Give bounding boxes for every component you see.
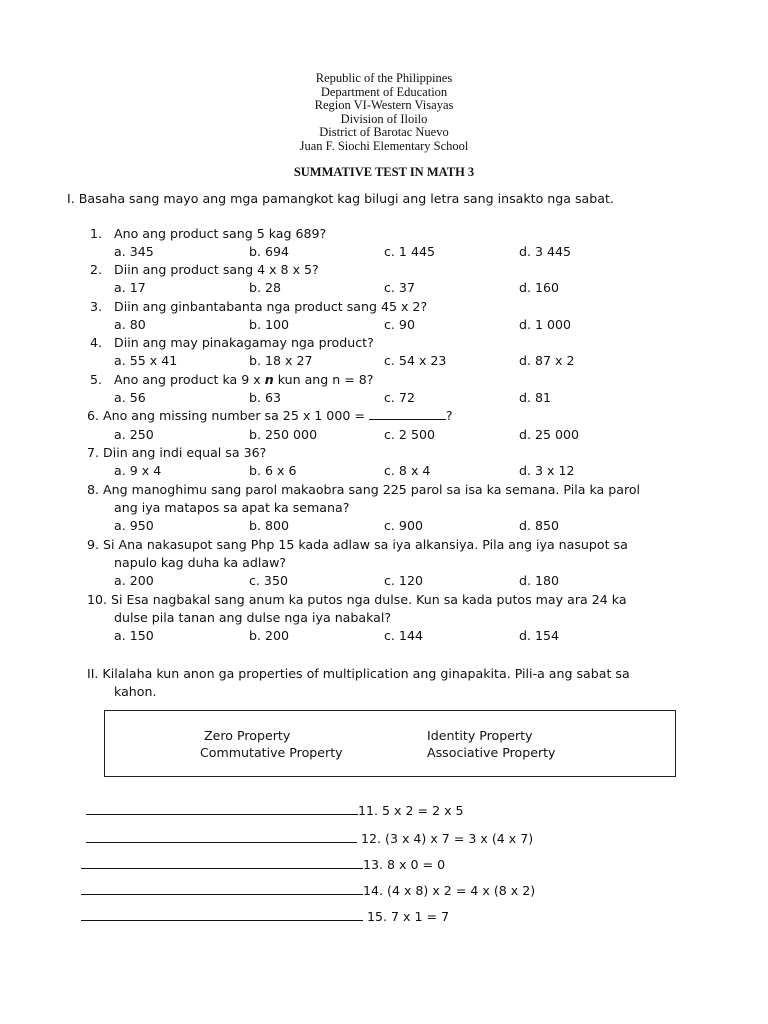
variable-n: n (264, 372, 274, 387)
property-associative: Associative Property (427, 745, 556, 760)
property-commutative: Commutative Property (200, 745, 343, 760)
answer-line[interactable] (86, 802, 358, 815)
choice-8b[interactable]: b. 800 (249, 518, 290, 533)
question-1: 1. Ano ang product sang 5 kag 689? (90, 226, 327, 241)
question-9: 9. Si Ana nakasupot sang Php 15 kada adlaw sa iya alkansiya. Pila ang iya nasupot sa (87, 537, 628, 552)
choice-8c[interactable]: c. 900 (384, 518, 423, 533)
choice-10d[interactable]: d. 154 (519, 628, 560, 643)
property-choices-box (104, 710, 676, 777)
answer-item-14: 14. (4 x 8) x 2 = 4 x (8 x 2) (81, 882, 535, 898)
header-line: Division of Iloilo (340, 111, 428, 126)
choice-9b[interactable]: c. 350 (249, 573, 288, 588)
choice-3c[interactable]: c. 90 (384, 317, 415, 332)
choice-7b[interactable]: b. 6 x 6 (249, 463, 297, 478)
choice-5d[interactable]: d. 81 (519, 390, 552, 405)
question-10-continued: dulse pila tanan ang dulse nga iya nabakal? (114, 610, 392, 625)
header-line: Region VI-Western Visayas (314, 98, 454, 113)
header-line: Juan F. Siochi Elementary School (299, 138, 469, 153)
question-10: 10. Si Esa nagbakal sang anum ka putos nga dulse. Kun sa kada putos may ara 24 ka (87, 592, 627, 607)
choice-9d[interactable]: d. 180 (519, 573, 560, 588)
question-2: 2. Diin ang product sang 4 x 8 x 5? (90, 262, 319, 277)
answer-line[interactable] (86, 830, 357, 843)
choice-1d[interactable]: d. 3 445 (519, 244, 572, 259)
property-zero: Zero Property (204, 728, 291, 743)
choice-4b[interactable]: b. 18 x 27 (249, 353, 313, 368)
answer-line[interactable] (81, 908, 363, 921)
header-line: District of Barotac Nuevo (319, 125, 449, 140)
question-6: 6. Ano ang missing number sa 25 x 1 000 = ? (87, 408, 453, 423)
question-8: 8. Ang manoghimu sang parol makaobra sang 225 parol sa isa ka semana. Pila ka parol (87, 482, 641, 497)
choice-6c[interactable]: c. 2 500 (384, 427, 435, 442)
question-8-continued: ang iya matapos sa apat ka semana? (114, 500, 350, 515)
choice-7a[interactable]: a. 9 x 4 (114, 463, 162, 478)
header-line: Department of Education (320, 84, 448, 99)
choice-6d[interactable]: d. 25 000 (519, 427, 580, 442)
choice-4a[interactable]: a. 55 x 41 (114, 353, 178, 368)
choice-5c[interactable]: c. 72 (384, 390, 415, 405)
choice-3d[interactable]: d. 1 000 (519, 317, 572, 332)
answer-item-12: 12. (3 x 4) x 7 = 3 x (4 x 7) (86, 830, 533, 846)
choice-2c[interactable]: c. 37 (384, 280, 415, 295)
choice-4d[interactable]: d. 87 x 2 (519, 353, 575, 368)
choice-3a[interactable]: a. 80 (114, 317, 146, 332)
answer-item-11: 11. 5 x 2 = 2 x 5 (86, 802, 464, 818)
choice-5b[interactable]: b. 63 (249, 390, 282, 405)
answer-line[interactable] (81, 856, 363, 869)
part2-instruction: II. Kilalaha kun anon ga properties of multiplication ang ginapakita. Pili-a ang sabat sa (87, 666, 630, 681)
choice-9c[interactable]: c. 120 (384, 573, 423, 588)
question-3: 3. Diin ang ginbantabanta nga product sang 45 x 2? (90, 299, 428, 314)
choice-1b[interactable]: b. 694 (249, 244, 290, 259)
part2-instruction-continued: kahon. (114, 684, 157, 699)
choice-8a[interactable]: a. 950 (114, 518, 154, 533)
answer-item-13: 13. 8 x 0 = 0 (81, 856, 445, 872)
choice-10c[interactable]: c. 144 (384, 628, 423, 643)
answer-line[interactable] (81, 882, 363, 895)
choice-7d[interactable]: d. 3 x 12 (519, 463, 575, 478)
choice-6b[interactable]: b. 250 000 (249, 427, 318, 442)
property-identity: Identity Property (427, 728, 533, 743)
choice-2d[interactable]: d. 160 (519, 280, 560, 295)
question-7: 7. Diin ang indi equal sa 36? (87, 445, 267, 460)
question-9-continued: napulo kag duha ka adlaw? (114, 555, 287, 570)
header-line: Republic of the Philippines (315, 71, 453, 85)
question-4: 4. Diin ang may pinakagamay nga product? (90, 335, 374, 350)
choice-1c[interactable]: c. 1 445 (384, 244, 435, 259)
choice-8d[interactable]: d. 850 (519, 518, 560, 533)
choice-10a[interactable]: a. 150 (114, 628, 154, 643)
test-title: SUMMATIVE TEST IN MATH 3 (293, 165, 475, 179)
choice-9a[interactable]: a. 200 (114, 573, 154, 588)
answer-item-15: 15. 7 x 1 = 7 (81, 908, 449, 924)
choice-1a[interactable]: a. 345 (114, 244, 154, 259)
choice-4c[interactable]: c. 54 x 23 (384, 353, 447, 368)
choice-5a[interactable]: a. 56 (114, 390, 146, 405)
choice-2a[interactable]: a. 17 (114, 280, 146, 295)
choice-6a[interactable]: a. 250 (114, 427, 154, 442)
missing-number-blank[interactable] (369, 408, 446, 420)
choice-3b[interactable]: b. 100 (249, 317, 290, 332)
choice-2b[interactable]: b. 28 (249, 280, 282, 295)
part1-instruction: I. Basaha sang mayo ang mga pamangkot kag bilugi ang letra sang insakto nga sabat. (67, 191, 614, 206)
question-5: 5. Ano ang product ka 9 x n kun ang n = 8? (90, 372, 374, 387)
choice-7c[interactable]: c. 8 x 4 (384, 463, 431, 478)
choice-10b[interactable]: b. 200 (249, 628, 290, 643)
school-header (0, 72, 768, 154)
